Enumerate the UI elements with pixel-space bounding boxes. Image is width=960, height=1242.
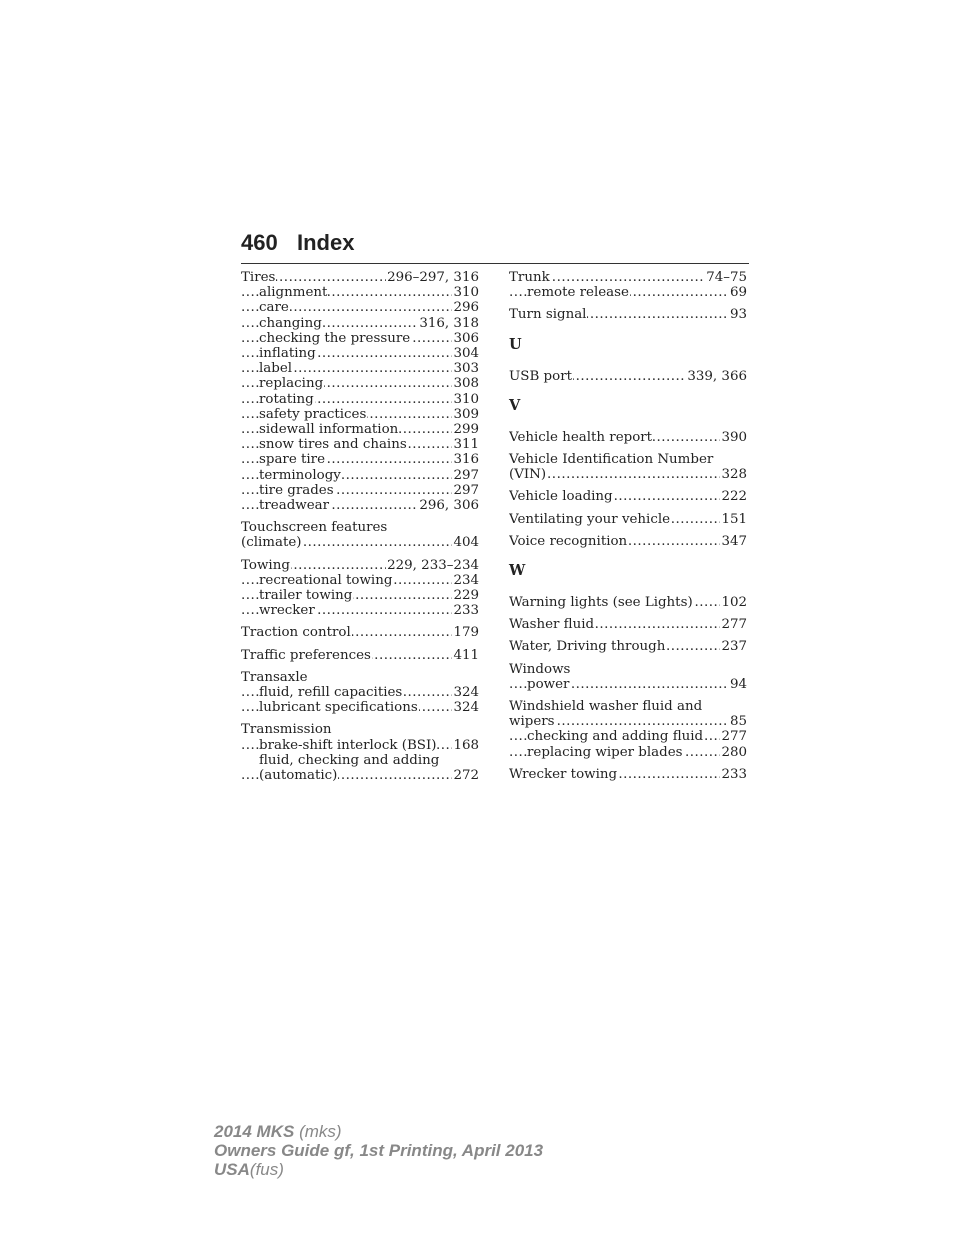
page-footer xyxy=(214,1122,714,1179)
index-entry-water: Water, Driving through 237 ..... xyxy=(509,639,747,654)
index-column-left xyxy=(241,270,479,783)
index-subentry: power 94 ..... xyxy=(509,677,747,692)
index-entry-traction-control: Traction control 179 ..... xyxy=(241,625,479,640)
section-letter-u: U xyxy=(509,335,522,353)
index-entry-turn-signal: Turn signal 93 ..... xyxy=(509,307,747,322)
page-title: Index xyxy=(297,230,355,255)
index-subentry: alignment 310 ..... xyxy=(241,285,479,300)
index-entry-touchscreen-cont: (climate) 404 ..... xyxy=(241,535,479,550)
index-subentry: terminology 297 ..... xyxy=(241,468,479,483)
index-subentry: lubricant specifications 324 ..... xyxy=(241,700,479,715)
index-entry-transmission: Transmission xyxy=(241,722,332,738)
index-subentry: safety practices 309 ..... xyxy=(241,407,479,422)
index-subentry: sidewall information 299 ..... xyxy=(241,422,479,437)
index-entry-washer-fluid: Washer fluid 277 ..... xyxy=(509,617,747,632)
index-entry-voice-recognition: Voice recognition 347 ..... xyxy=(509,534,747,549)
index-subentry: rotating 310 ..... xyxy=(241,392,479,407)
index-subentry: label 303 ..... xyxy=(241,361,479,376)
index-subentry: fluid, refill capacities 324 ..... xyxy=(241,685,479,700)
index-entry-vehicle-loading: Vehicle loading 222 ..... xyxy=(509,489,747,504)
footer-market-line: USA(fus) xyxy=(214,1160,284,1179)
index-subentry: replacing 308 ..... xyxy=(241,376,479,391)
footer-guide-line: Owners Guide gf, 1st Printing, April 2013 xyxy=(214,1141,544,1160)
index-subentry: tire grades 297 ..... xyxy=(241,483,479,498)
index-entry-wrecker-towing: Wrecker towing 233 ..... xyxy=(509,767,747,782)
index-subentry: (automatic) 272 ..... xyxy=(241,768,479,783)
index-entry-trunk: Trunk 74–75 ..... xyxy=(509,270,747,285)
index-subentry: treadwear 296, 306 ..... xyxy=(241,498,479,513)
index-subentry: recreational towing 234 ..... xyxy=(241,573,479,588)
index-entry-towing: Towing 229, 233–234 ..... xyxy=(241,558,479,573)
index-subentry: remote release 69 ..... xyxy=(509,285,747,300)
index-entry-vehicle-health: Vehicle health report 390 ..... xyxy=(509,430,747,445)
index-subentry: snow tires and chains 311 ..... xyxy=(241,437,479,452)
index-entry-tires: Tires 296–297, 316 ..... xyxy=(241,270,479,285)
index-subentry: brake-shift interlock (BSI) 168 ..... xyxy=(241,738,479,753)
index-entry-vin-cont: (VIN) 328 ..... xyxy=(509,467,747,482)
index-entry-touchscreen: Touchscreen features xyxy=(241,520,388,536)
page-header xyxy=(241,229,749,264)
index-subentry: inflating 304 ..... xyxy=(241,346,479,361)
index-entry-windows: Windows xyxy=(509,661,571,677)
index-entry-usb-port: USB port 339, 366 ..... xyxy=(509,369,747,384)
index-subentry: changing 316, 318 ..... xyxy=(241,316,479,331)
section-letter-w: W xyxy=(509,562,526,580)
index-entry-windshield: Windshield washer fluid and xyxy=(509,699,703,715)
section-letter-v: V xyxy=(509,396,521,414)
index-entry-warning-lights: Warning lights (see Lights) 102 ..... xyxy=(509,595,747,610)
index-entry-traffic-preferences: Traffic preferences 411 ..... xyxy=(241,648,479,663)
index-subentry: trailer towing 229 ..... xyxy=(241,588,479,603)
index-subentry: wrecker 233 ..... xyxy=(241,603,479,618)
index-subentry: replacing wiper blades 280 ..... xyxy=(509,745,747,760)
index-entry-ventilating: Ventilating your vehicle 151 ..... xyxy=(509,512,747,527)
index-subentry: checking the pressure 306 ..... xyxy=(241,331,479,346)
index-entry-transaxle: Transaxle xyxy=(241,669,308,685)
index-entry-vin: Vehicle Identification Number xyxy=(509,452,714,468)
index-subentry: care 296 ..... xyxy=(241,300,479,315)
index-entry-windshield-cont: wipers 85 ..... xyxy=(509,714,747,729)
index-column-right xyxy=(509,270,747,782)
footer-model-line: 2014 MKS (mks) xyxy=(214,1122,342,1141)
page-number: 460 xyxy=(241,230,278,255)
index-subentry: checking and adding fluid 277 ..... xyxy=(509,729,747,744)
index-subentry: fluid, checking and adding xyxy=(259,752,440,768)
index-subentry: spare tire 316 ..... xyxy=(241,452,479,467)
